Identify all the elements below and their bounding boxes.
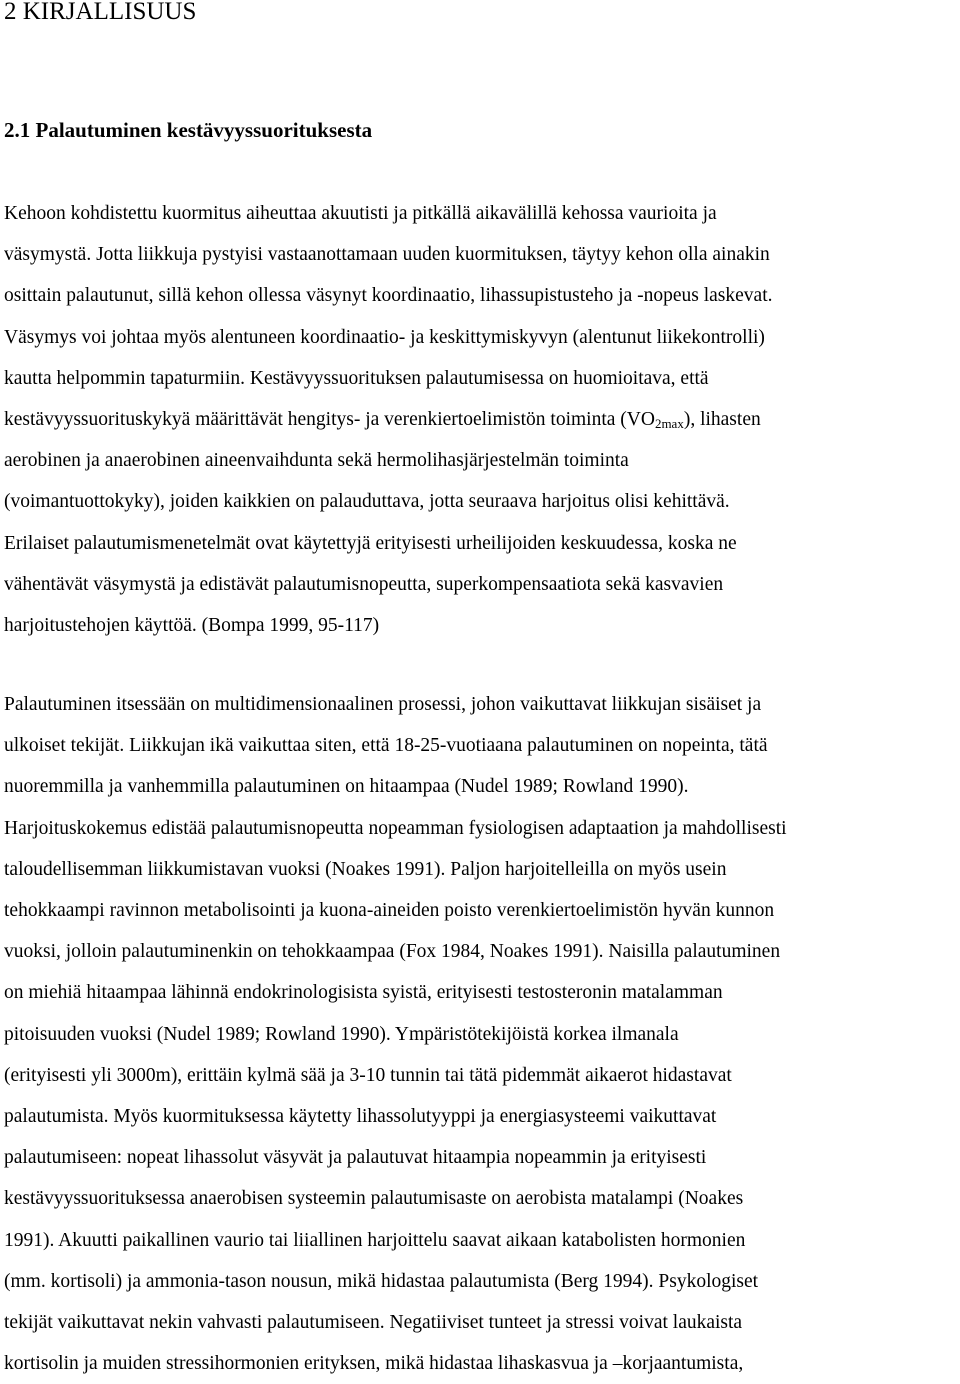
paragraph-line: nuoremmilla ja vanhemmilla palautuminen on hitaampaa (Nudel 1989; Rowland 1990). (4, 776, 689, 798)
paragraph-line: Erilaiset palautumismenetelmät ovat käytettyjä erityisesti urheilijoiden keskuudessa, koska ne (4, 532, 737, 554)
paragraph-line: ulkoiset tekijät. Liikkujan ikä vaikuttaa siten, että 18-25-vuotiaana palautuminen on nopeinta, tätä (4, 735, 768, 757)
paragraph-line: palautumista. Myös kuormituksessa käytetty lihassolutyyppi ja energiasysteemi vaikuttavat (4, 1106, 717, 1128)
paragraph-line: (mm. kortisoli) ja ammonia-tason nousun, mikä hidastaa palautumista (Berg 1994). Psykologiset (4, 1270, 759, 1292)
paragraph-line: kestävyyssuorituksessa anaerobisen systeemin palautumisaste on aerobista matalampi (Noakes (4, 1188, 744, 1210)
paragraph-line: Väsymys voi johtaa myös alentuneen koordinaatio- ja keskittymiskyvyn (alentunut liikekontrolli) (4, 326, 765, 348)
paragraph-line: (erityisesti yli 3000m), erittäin kylmä sää ja 3-10 tunnin tai tätä pidemmät aikaerot hidastavat (4, 1064, 732, 1086)
vo2-text-before: kestävyyssuorituskykyä määrittävät hengitys- ja verenkiertoelimistön toiminta (VO (4, 409, 655, 431)
paragraph-1 (4, 193, 959, 646)
paragraph-line: Palautuminen itsessään on multidimensionaalinen prosessi, johon vaikuttavat liikkujan sisäiset ja (4, 694, 762, 715)
paragraph-line: on miehiä hitaampaa lähinnä endokrinologisista syistä, erityisesti testosteronin matalamman (4, 982, 723, 1004)
section-title: 2.1 Palautuminen kestävyyssuorituksesta (4, 118, 373, 142)
paragraph-line: palautumiseen: nopeat lihassolut väsyvät ja palautuvat hitaampia nopeammin ja erityisesti (4, 1147, 707, 1169)
paragraph-line: harjoitustehojen käyttöä. (Bompa 1999, 95-117) (4, 615, 380, 637)
paragraph-line-vo2max (4, 399, 959, 440)
paragraph-line: vähentävät väsymystä ja edistävät palautumisnopeutta, superkompensaatiota sekä kasvavien (4, 573, 724, 595)
paragraph-2 (4, 684, 959, 1384)
paragraph-line: 1991). Akuutti paikallinen vaurio tai liiallinen harjoittelu saavat aikaan katabolisten hormonien (4, 1229, 746, 1251)
paragraph-line: kortisolin ja muiden stressihormonien erityksen, mikä hidastaa lihaskasvua ja –korjaantumista, (4, 1353, 744, 1375)
chapter-title: 2 KIRJALLISUUS (4, 0, 197, 25)
paragraph-line: (voimantuottokyky), joiden kaikkien on palauduttava, jotta seuraava harjoitus olisi kehittävä. (4, 491, 730, 513)
paragraph-line: tehokkaampi ravinnon metabolisointi ja kuona-aineiden poisto verenkiertoelimistön hyvän kunnon (4, 900, 775, 922)
paragraph-line: aerobinen ja anaerobinen aineenvaihdunta sekä hermolihasjärjestelmän toiminta (4, 450, 629, 472)
vo2-text-after: ), lihasten (683, 409, 761, 431)
paragraph-line: tekijät vaikuttavat nekin vahvasti palautumiseen. Negatiiviset tunteet ja stressi voivat laukaista (4, 1312, 743, 1334)
paragraph-line: Harjoituskokemus edistää palautumisnopeutta nopeamman fysiologisen adaptaation ja mahdollisesti (4, 817, 787, 839)
paragraph-line: osittain palautunut, sillä kehon ollessa väsynyt koordinaatio, lihassupistusteho ja -nopeus laskevat. (4, 285, 773, 307)
paragraph-line: väsymystä. Jotta liikkuja pystyisi vastaanottamaan uuden kuormituksen, täytyy kehon olla ainakin (4, 244, 770, 266)
paragraph-line: pitoisuuden vuoksi (Nudel 1989; Rowland 1990). Ympäristötekijöistä korkea ilmanala (4, 1023, 679, 1045)
paragraph-line: taloudellisemman liikkumistavan vuoksi (Noakes 1991). Paljon harjoitelleilla on myös usein (4, 858, 727, 880)
vo2-subscript: 2max (654, 416, 684, 432)
paragraph-line: kautta helpommin tapaturmiin. Kestävyyssuorituksen palautumisessa on huomioitava, että (4, 367, 709, 389)
paragraph-line: vuoksi, jolloin palautuminenkin on tehokkaampaa (Fox 1984, Noakes 1991). Naisilla palautuminen (4, 941, 781, 963)
paragraph-line: Kehoon kohdistettu kuormitus aiheuttaa akuutisti ja pitkällä aikavälillä kehossa vaurioita ja (4, 203, 717, 224)
